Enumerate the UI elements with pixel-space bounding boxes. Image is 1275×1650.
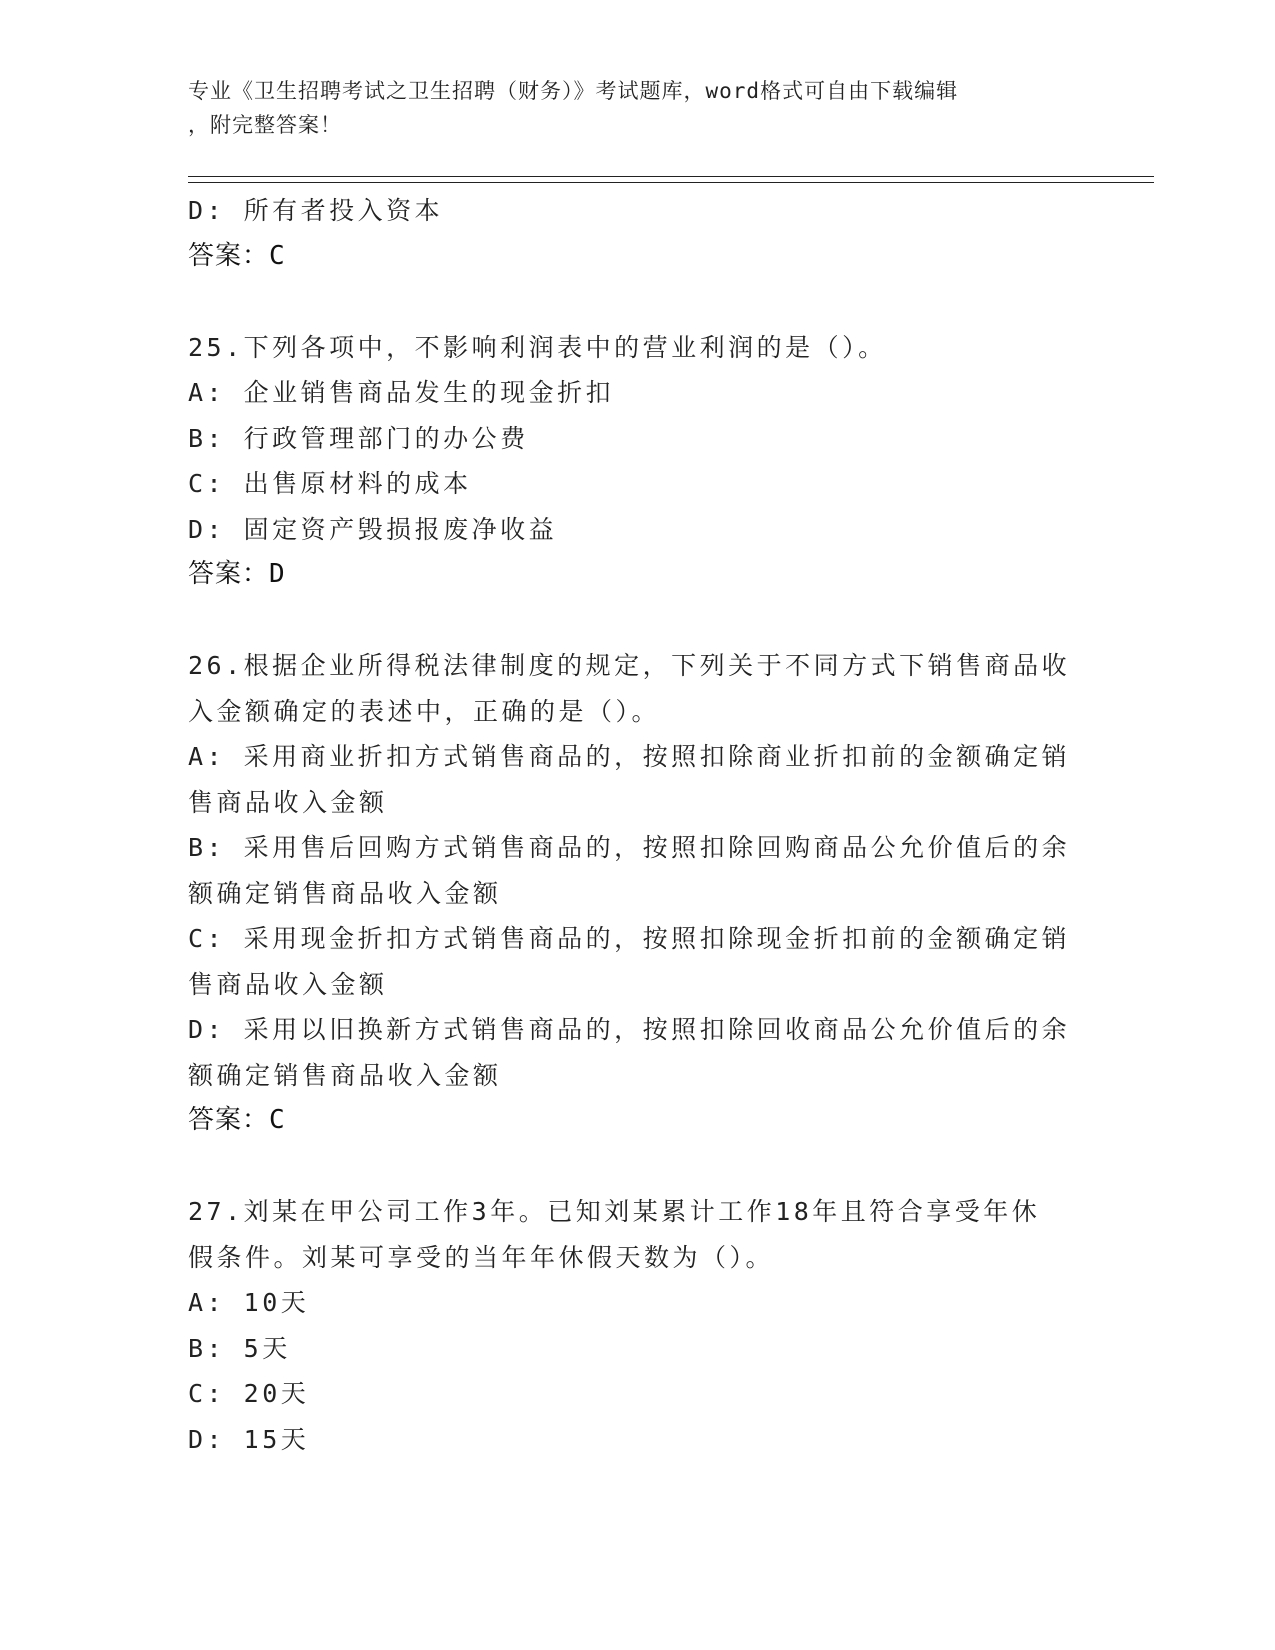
q26-stem-line-2: 入金额确定的表述中，正确的是（）。 [188,696,661,726]
answer-value: C [269,1105,286,1135]
q26-option-b-line-1: B: 采用售后回购方式销售商品的，按照扣除回购商品公允价值后的余 [188,833,1071,862]
q26-option-a-line-2: 售商品收入金额 [188,787,388,817]
q25-option-a: A: 企业销售商品发生的现金折扣 [188,378,615,407]
spacer [188,279,1088,325]
q25-stem: 25.下列各项中，不影响利润表中的营业利润的是（）。 [188,332,887,362]
q26-option-d-line-1: D: 采用以旧换新方式销售商品的，按照扣除回收商品公允价值后的余 [188,1015,1071,1044]
spacer [188,598,1088,644]
prev-answer [188,234,1088,280]
q25-option-d: D: 固定资产毁损报废净收益 [188,514,558,544]
question-content [188,188,1088,1462]
header-line-1: 专业《卫生招聘考试之卫生招聘（财务）》考试题库，word格式可自由下载编辑 [188,79,959,103]
q26-stem-line-1: 26.根据企业所得税法律制度的规定，下列关于不同方式下销售商品收 [188,651,1071,680]
answer-value: D [269,559,286,589]
document-header [188,74,1068,142]
q25-option-b: B: 行政管理部门的办公费 [188,423,529,453]
q27-option-b: B: 5天 [188,1333,291,1363]
prev-option-d: D: 所有者投入资本 [188,196,444,225]
answer-value: C [269,240,286,271]
q26-option-d-line-2: 额确定销售商品收入金额 [188,1060,502,1090]
answer-label: 答案： [188,240,270,271]
answer-label: 答案： [188,1105,270,1135]
q27-option-c: C: 20天 [188,1379,310,1408]
q26-answer [188,1098,1088,1144]
q26-option-a-line-1: A: 采用商业折扣方式销售商品的，按照扣除商业折扣前的金额确定销 [188,742,1071,771]
answer-label: 答案： [188,559,270,589]
q26-option-c-line-1: C: 采用现金折扣方式销售商品的，按照扣除现金折扣前的金额确定销 [188,924,1071,953]
q26-option-c-line-2: 售商品收入金额 [188,969,388,999]
q27-option-d: D: 15天 [188,1424,310,1454]
q27-stem-line-1: 27.刘某在甲公司工作3年。已知刘某累计工作18年且符合享受年休 [188,1197,1041,1226]
header-divider-top [188,176,1154,177]
spacer [188,1144,1088,1190]
q27-option-a: A: 10天 [188,1288,310,1317]
q25-option-c: C: 出售原材料的成本 [188,469,472,498]
q26-option-b-line-2: 额确定销售商品收入金额 [188,878,502,908]
header-line-2: ，附完整答案！ [188,113,342,137]
q27-stem-line-2: 假条件。刘某可享受的当年年休假天数为（）。 [188,1242,775,1272]
header-divider-bottom [188,182,1154,183]
q25-answer [188,552,1088,598]
